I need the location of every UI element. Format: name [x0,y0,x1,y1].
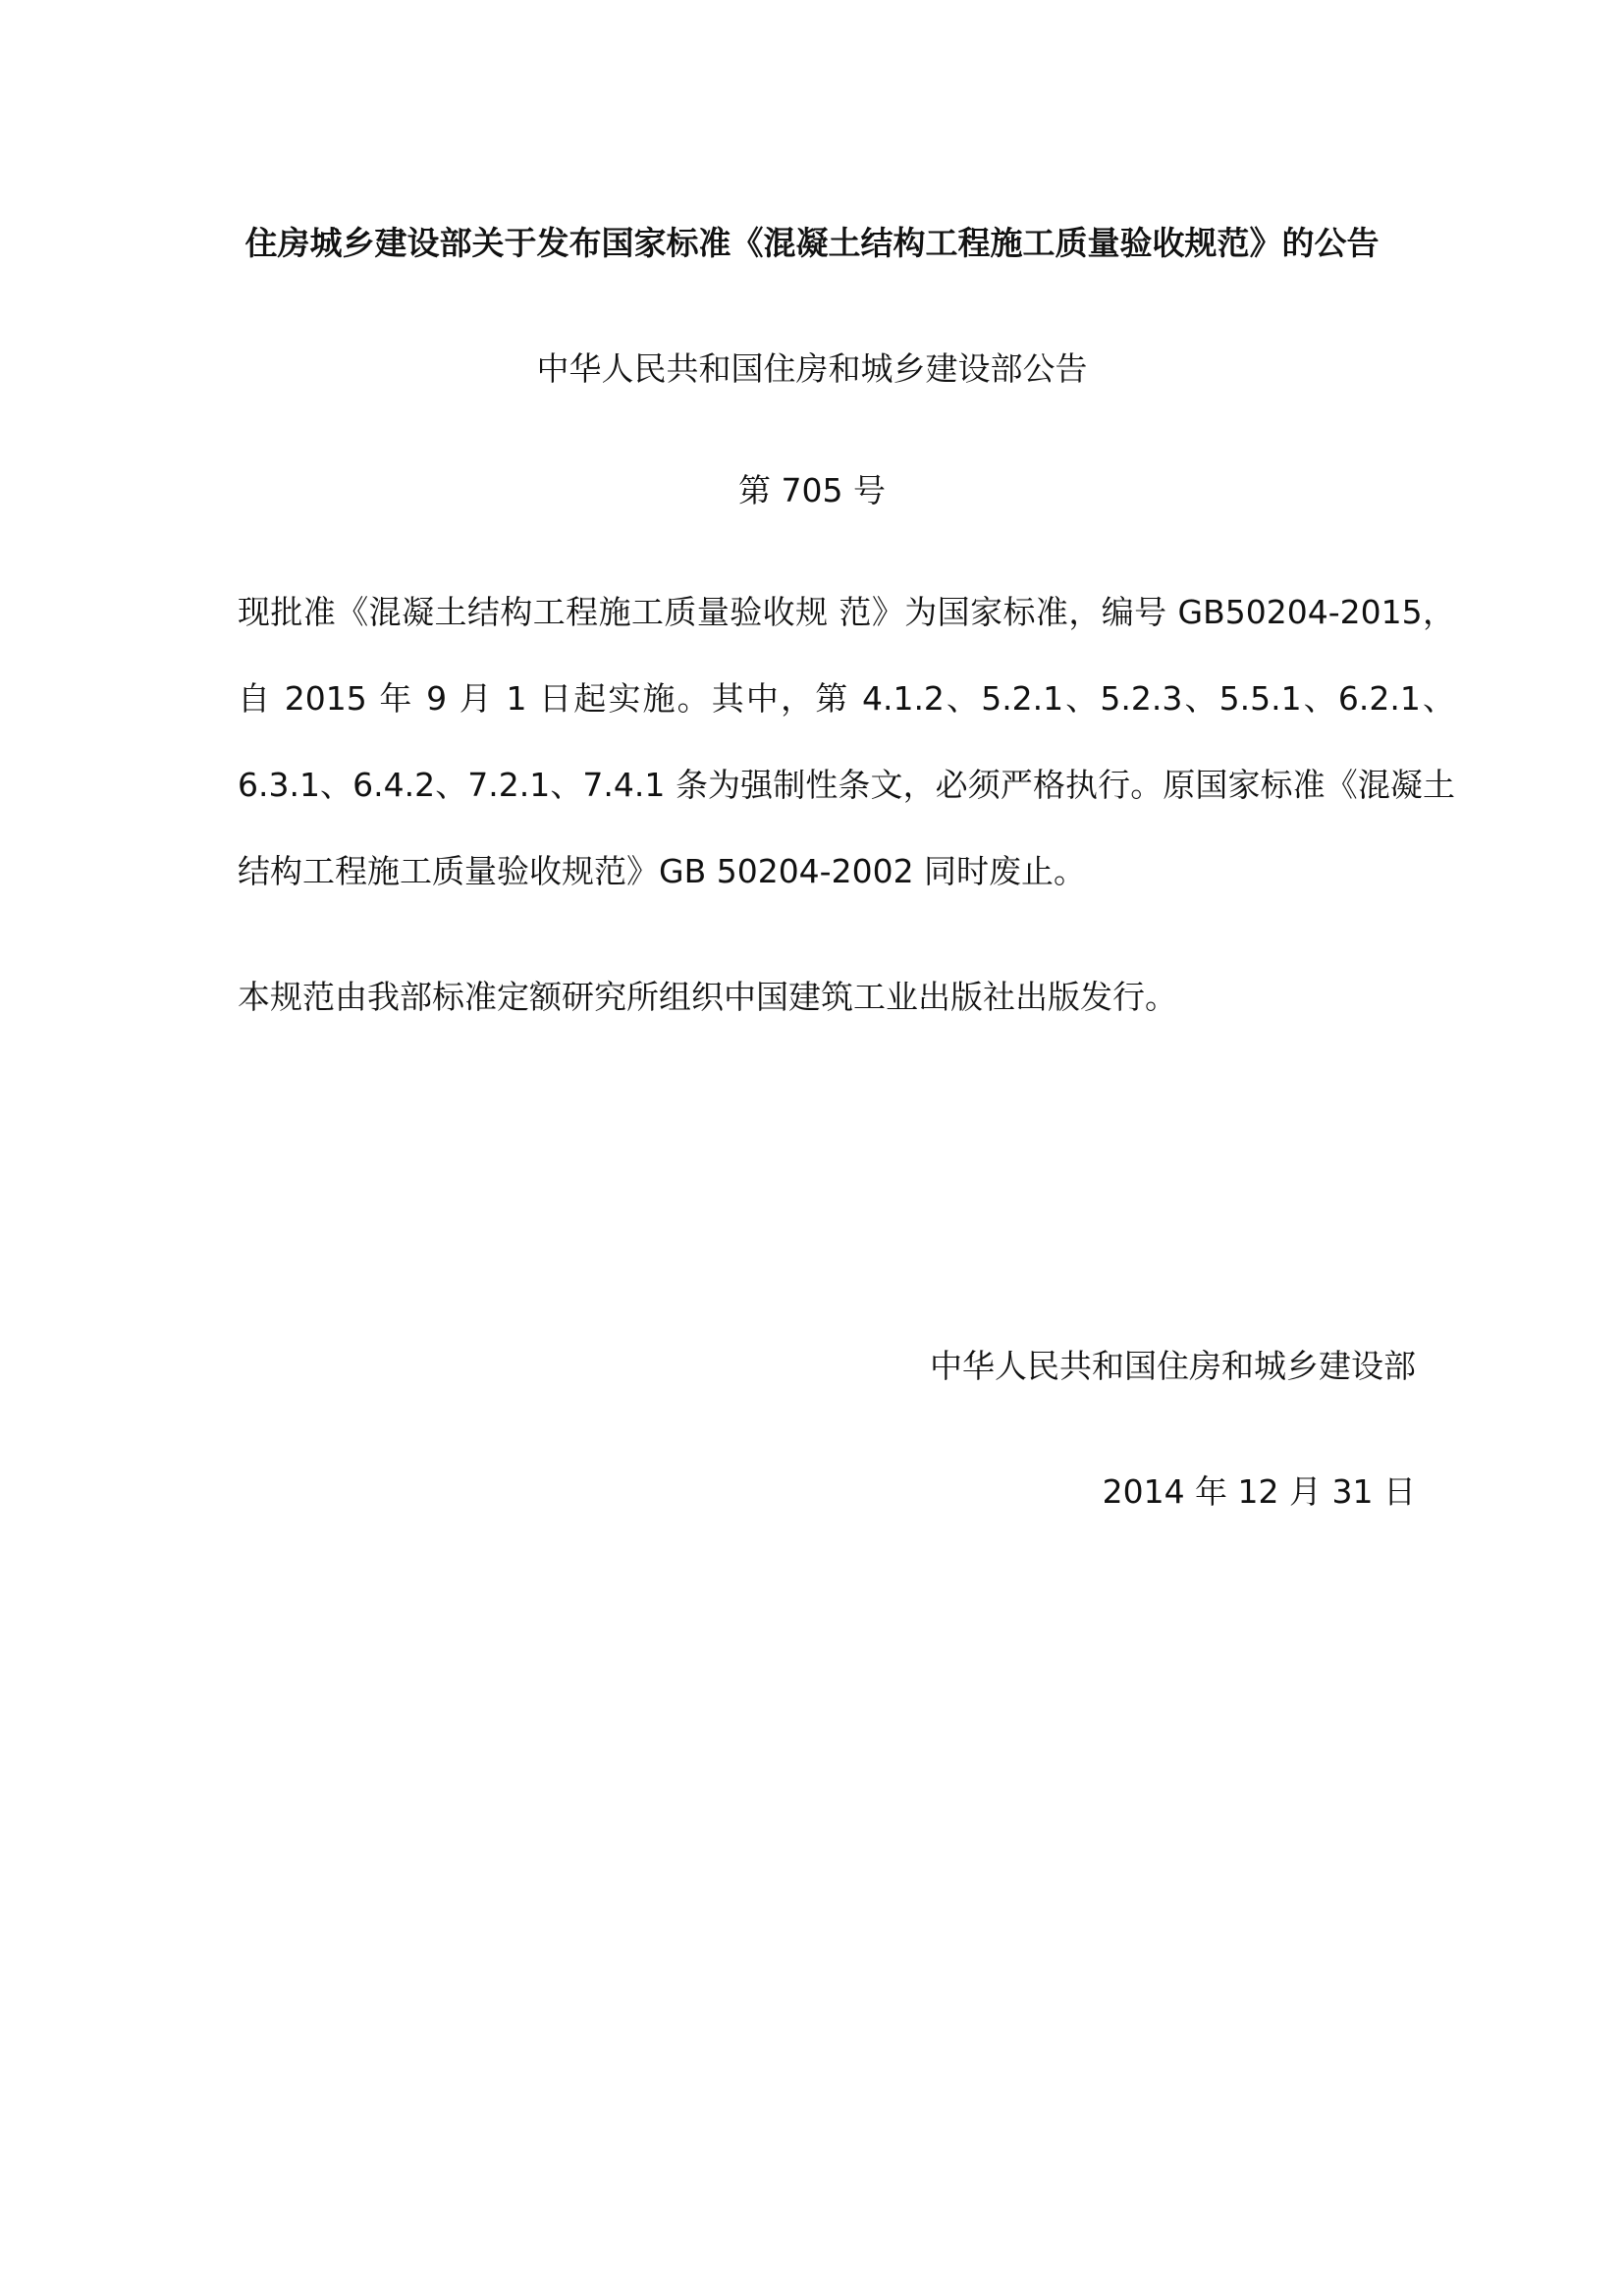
issuer-header: 中华人民共和国住房和城乡建设部公告 [536,349,1088,388]
document-number: 第 705 号 [738,471,886,509]
issuer-signature: 中华人民共和国住房和城乡建设部 [930,1347,1416,1385]
body-paragraph-1: 现批准《混凝土结构工程施工质量验收规 范》为国家标准，编号 GB50204-2015，自 2015 年 9 月 1 日起实施。其中，第 4.1.2、5.2.1、5.2.3、5.5.1、6.2.1、6.3.1、6.4.2、7.2.1、7.4.1 条为强制性条文，必须严格执行。原国家标准《混凝土结构工程施工质量验收规范》GB 50204-2002 同时废止。 [238,593,1455,890]
issue-date: 2014 年 12 月 31 日 [1102,1472,1416,1511]
document-title: 住房城乡建设部关于发布国家标准《混凝土结构工程施工质量验收规范》的公告 [244,224,1380,262]
body-paragraph-2: 本规范由我部标准定额研究所组织中国建筑工业出版社出版发行。 [238,978,1177,1016]
